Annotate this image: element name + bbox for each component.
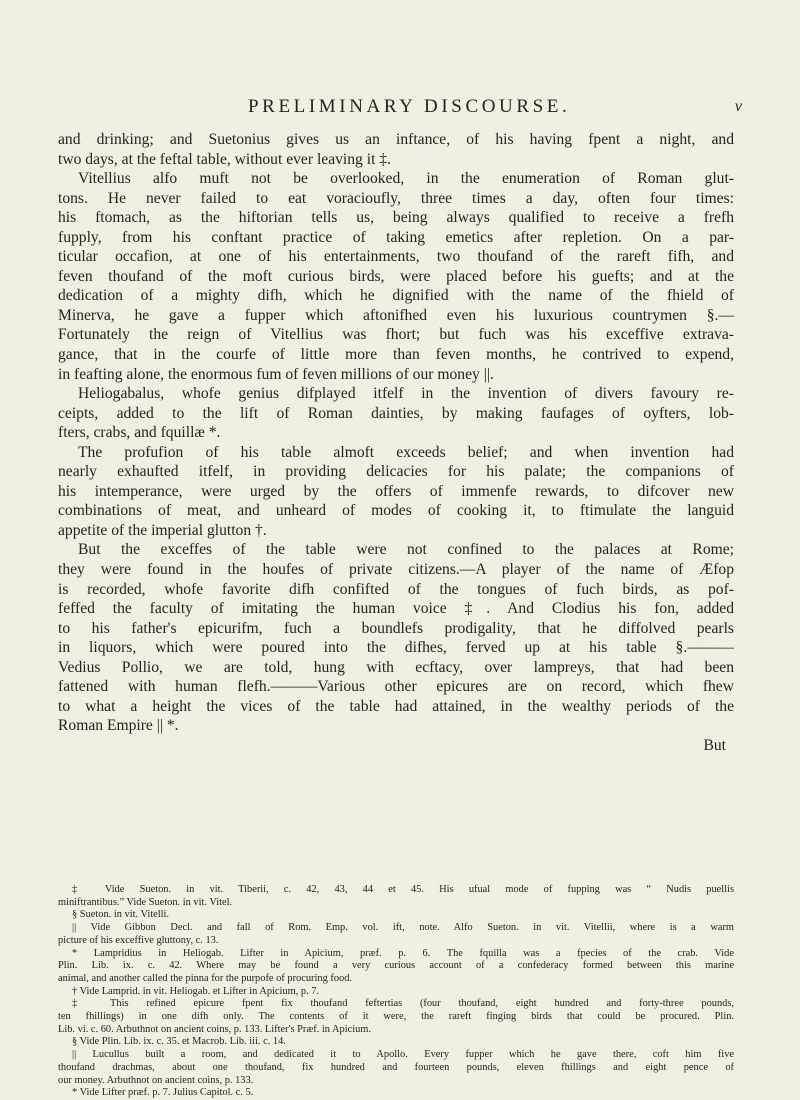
footnote-line: animal, and another called the pinna for the purpofe of procuring food. (58, 972, 353, 984)
text-line: Minerva, he gave a fupper which aftonifhed even his luxurious countrymen §.— (58, 306, 734, 324)
text-line: fattened with human flefh.———Various other epicures are on record, which fhew (58, 678, 734, 696)
footnote-line: ‡ This refined epicure fpent fix thoufand feftertias (four thoufand, eight hundred and forty-three pounds, (72, 998, 734, 1010)
text-line: is recorded, whofe favorite difh confifted of the tongues of fuch birds, as pof- (58, 580, 734, 598)
footnote-line: picture of his exceffive gluttony, c. 13. (58, 934, 219, 946)
text-line: feven thoufand of the moft curious birds, were placed before his guefts; and at the (58, 267, 734, 285)
text-line: Fortunately the reign of Vitellius was fhort; but fuch was his exceffive extrava- (58, 326, 734, 344)
main-text (58, 130, 734, 756)
text-line: to what a height the vices of the table had attained, in the wealthy periods of the (58, 697, 734, 715)
footnote-line: || Lucullus built a room, and dedicated it to Apollo. Every fupper which he gave there, coft him five (72, 1049, 734, 1061)
text-line: Vitellius alfo muft not be overlooked, in the enumeration of Roman glut- (78, 170, 734, 188)
footnote-line: thoufand drachmas, about one thoufand, fix hundred and fourteen pounds, eleven fhillings and eight pence of (58, 1061, 734, 1073)
footnote-line: || Vide Gibbon Decl. and fall of Rom. Emp. vol. ift, note. Alfo Sueton. in vit. Vitellii, where is a warm (72, 922, 734, 934)
running-header (222, 96, 742, 120)
text-line: fters, crabs, and fquillæ *. (58, 424, 221, 442)
text-line: Heliogabalus, whofe genius difplayed itfelf in the invention of divers favoury re- (78, 385, 734, 403)
text-line: they were found in the houfes of private citizens.—A player of the name of Æfop (58, 561, 734, 579)
text-line: combinations of meat, and unheard of modes of cooking it, to ftimulate the languid (58, 502, 734, 520)
text-line: The profufion of his table almoft exceeds belief; and when invention had (78, 443, 734, 461)
text-line: in feafting alone, the enormous fum of feven millions of our money ||. (58, 365, 494, 383)
text-line: to his father's epicurifm, fuch a boundlefs prodigality, that he diffolved pearls (58, 619, 734, 637)
footnote-line: § Sueton. in vit. Vitelli. (72, 909, 170, 921)
footnote-line: ten fhillings) in one difh only. The contents of it were, the rareft finging birds that could be procured. Plin. (58, 1011, 734, 1023)
text-line: ticular occafion, at one of his entertainments, two thoufand of the rareft fifh, and (58, 248, 734, 266)
text-line: in liquors, which were poured into the difhes, ferved up at his table §.——— (58, 639, 734, 657)
footnote-line: § Vide Plin. Lib. ix. c. 35. et Macrob. Lib. iii. c. 14. (72, 1036, 286, 1048)
text-line: his ftomach, as the hiftorian tells us, being always qualified to receive a frefh (58, 209, 734, 227)
header-title: PRELIMINARY DISCOURSE. (248, 96, 571, 117)
footnote-line: † Vide Lamprid. in vit. Heliogab. et Lifter in Apicium, p. 7. (72, 985, 320, 997)
text-line: fupply, from his conftant practice of taking emetics after repletion. On a par- (58, 228, 734, 246)
text-line: Vedius Pollio, we are told, hung with ecftacy, over lampreys, that had been (58, 658, 734, 676)
footnote-line: our money. Arbuthnot on ancient coins, p. 133. (58, 1074, 254, 1086)
text-line: dedication of a mighty difh, which he dignified with the name of the fhield of (58, 287, 734, 305)
footnote-line: * Vide Lifter præf. p. 7. Julius Capitol. c. 5. (72, 1087, 254, 1099)
text-line: and drinking; and Suetonius gives us an inftance, of his having fpent a night, and (58, 131, 734, 148)
text-line: appetite of the imperial glutton †. (58, 521, 267, 539)
footnote-line: Lib. vi. c. 60. Arbuthnot on ancient coins, p. 133. Lifter's Præf. in Apicium. (58, 1023, 371, 1035)
text-line: his intemperance, were urged by the offers of immenfe rewards, to difcover new (58, 482, 734, 500)
footnote-line: ‡ Vide Sueton. in vit. Tiberii, c. 42, 43, 44 et 45. His ufual mode of fupping was “ Nudis puellis (72, 884, 734, 895)
text-line: feffed the faculty of imitating the human voice ‡. And Clodius his fon, added (58, 600, 734, 618)
text-line: tons. He never failed to eat voracioufly, three times a day, often four times: (58, 189, 734, 207)
catchword: But (703, 736, 726, 754)
text-line: gance, that in the courfe of little more than feven months, he contrived to expend, (58, 346, 734, 364)
text-line: Roman Empire || *. (58, 717, 179, 735)
text-line: ceipts, added to the lift of Roman dainties, by making faufages of oyfters, lob- (58, 404, 734, 422)
text-line: two days, at the feftal table, without ever leaving it ‡. (58, 150, 391, 168)
footnote-line: Plin. Lib. ix. c. 42. Where may be found a very curious account of a confederacy formed between this marine (58, 960, 734, 972)
text-line: But the exceffes of the table were not confined to the palaces at Rome; (78, 541, 734, 559)
footnotes (58, 884, 734, 1100)
footnote-line: miniftrantibus.” Vide Sueton. in vit. Vitel. (58, 896, 233, 908)
footnote-line: * Lampridius in Heliogab. Lifter in Apicium, præf. p. 6. The fquilla was a fpecies of the crab. Vide (72, 947, 734, 959)
text-line: nearly exhaufted itfelf, in providing delicacies for his palate; the companions of (58, 463, 734, 481)
page-number: v (734, 98, 742, 115)
